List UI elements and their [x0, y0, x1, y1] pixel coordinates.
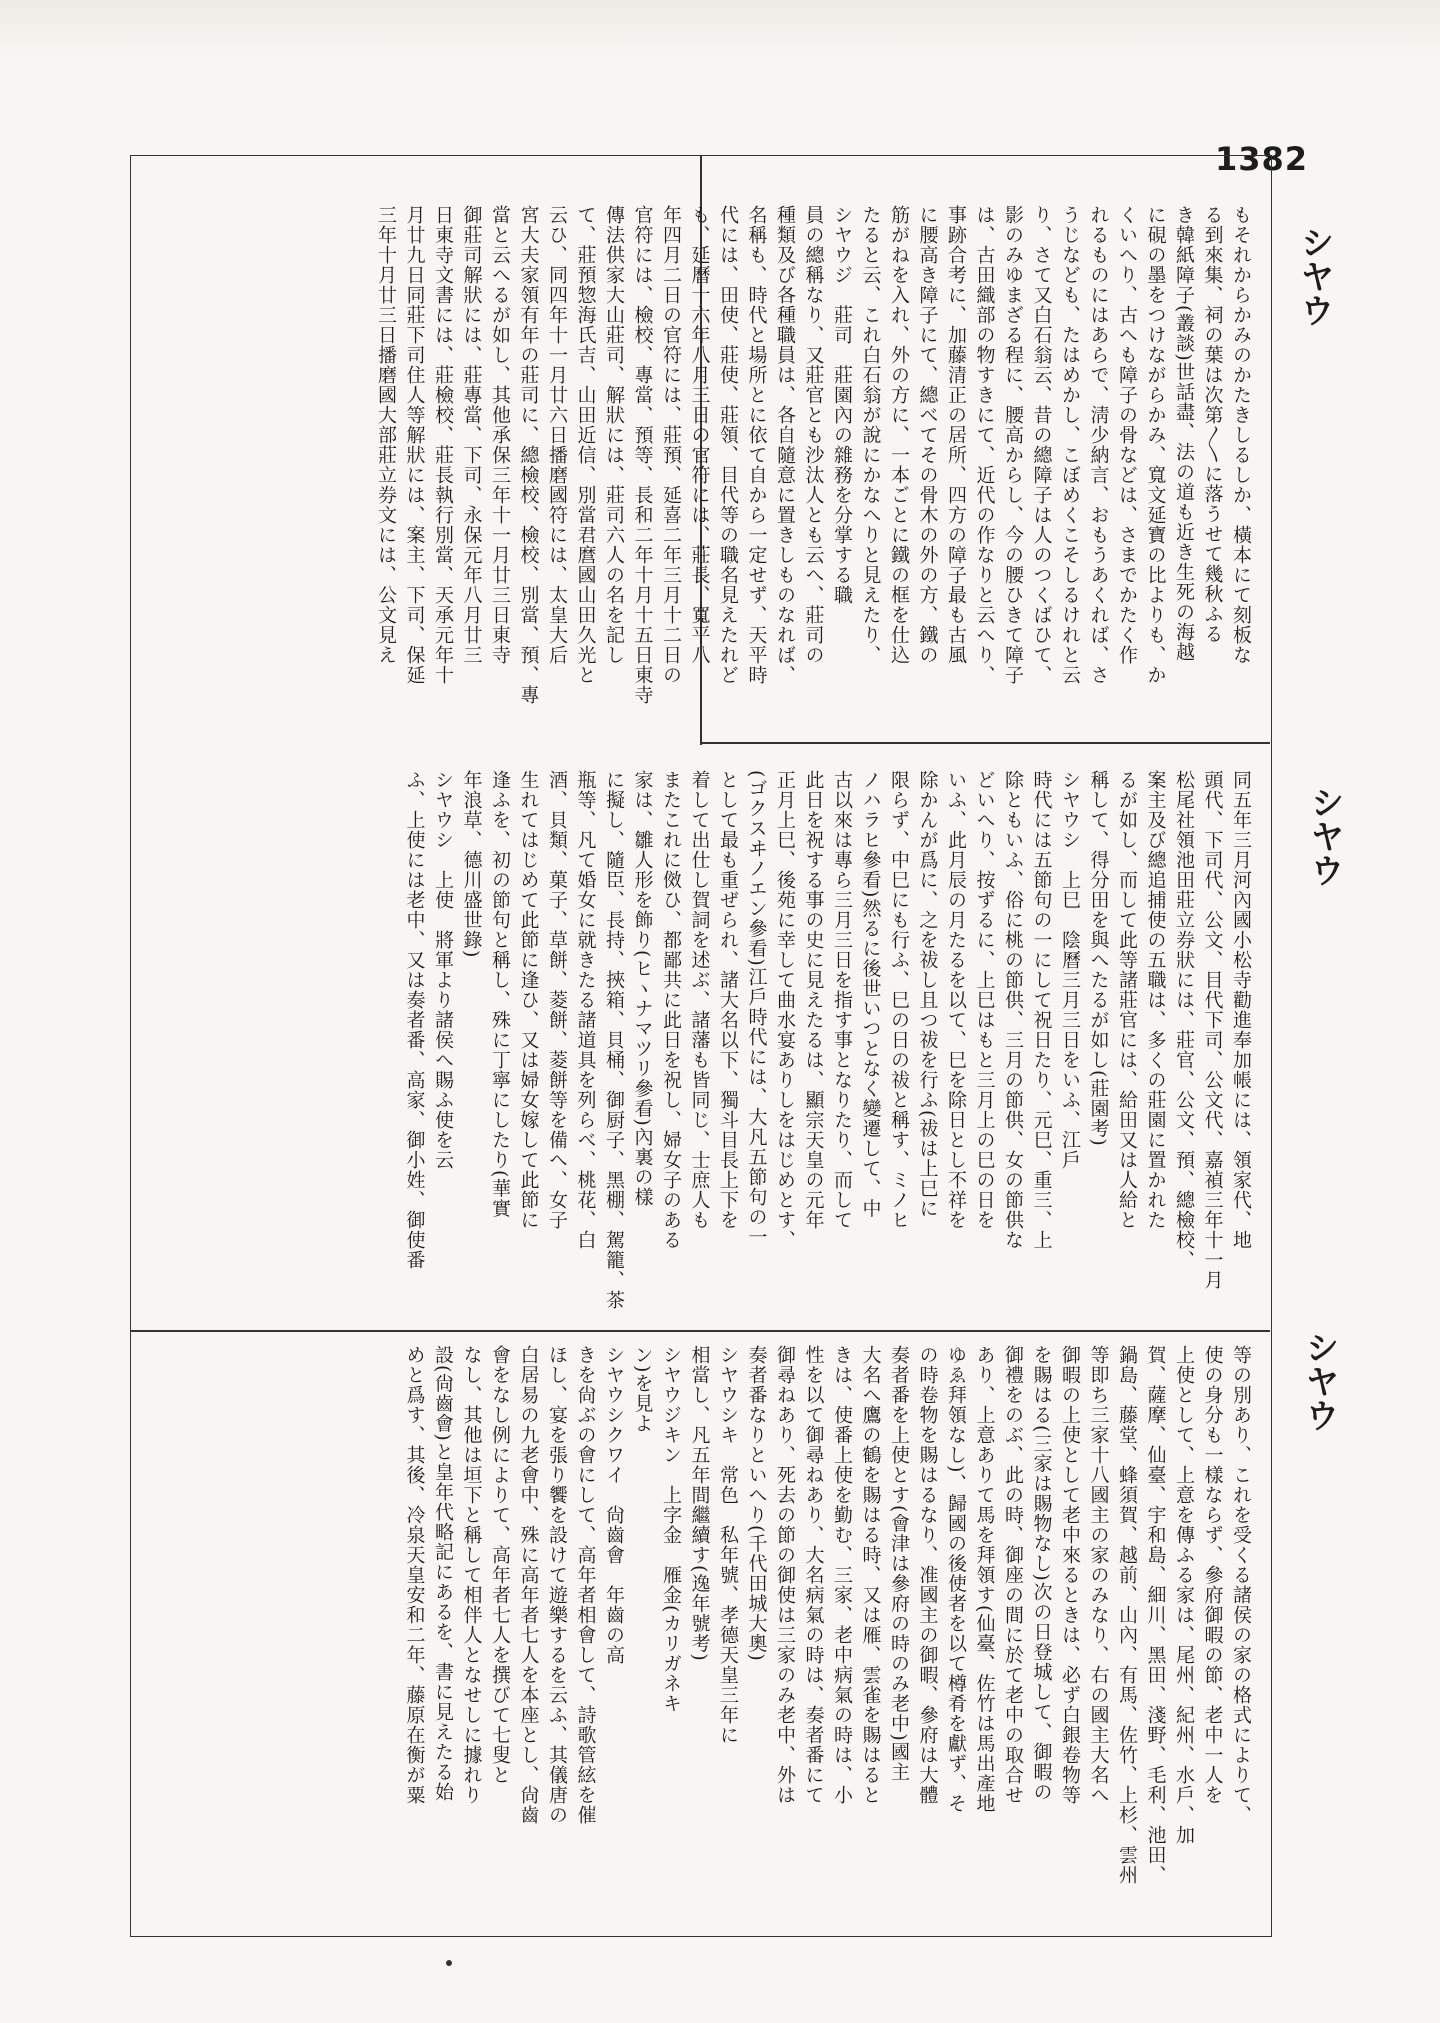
middle-text-line: 時代には五節句の一にして祝日たり、元巳、重三、上 [1030, 770, 1053, 1250]
middle-text-line: 除かんが爲に、之を祓し且つ祓を行ふ(祓は上巳に [916, 770, 939, 1219]
top-text-line: 云ひ、同四年十一月廿六日播磨國符には、太皇大后 [546, 205, 568, 665]
middle-tier-lines [400, 770, 1255, 1320]
middle-text-line: 頭代、下司代、公文、目代下司、公文代、嘉禎三年十一月 [1201, 770, 1224, 1290]
top-text-line: り、さて又白石翁云、昔の總障子は人のつくばひて、 [1030, 205, 1053, 685]
middle-text-line: ノハラヒ參看)然るに後世いつとなく變遷して、中 [859, 770, 882, 1219]
top-text-line: 宮大夫家領有年の莊司に、總檢校、檢校、別當、預、專 [517, 205, 540, 705]
middle-tier-text [140, 770, 1255, 1320]
top-text-line: 官符には、檢校、專當、預等、長和二年十月十五日東寺 [631, 205, 654, 705]
middle-text-line: 案主及び總追捕使の五職は、多くの莊園に置かれた [1144, 770, 1167, 1230]
top-text-line: 員の總稱なり、又莊官とも沙汰人とも云へ、莊司の [802, 205, 825, 665]
bottom-text-line: を賜はる(三家は賜物なし)次の日登城して、御暇の [1030, 1345, 1053, 1802]
top-text-line: 年四月二日の官符には、莊預、延喜二年三月十二日の [660, 205, 682, 685]
middle-text-line: 着して出仕し賀詞を述ぶ、諸藩も皆同じ、士庶人も [688, 770, 711, 1230]
top-text-line: は、古田織部の物すきにて、近代の作なりと云へり、 [973, 205, 996, 685]
top-text-line: き韓紙障子(叢談)世話盡、法の道も近き生死の海越 [1173, 205, 1195, 662]
bottom-text-line: きを尙ぶの會にして、高年者相會して、詩歌管絃を催 [574, 1345, 597, 1825]
bottom-text-line: シヤウシクワイ 尙齒會 年齒の高 [603, 1345, 625, 1665]
top-text-line: て、莊預惣海氏吉、山田近信、別當君麿國山田久光と [574, 205, 597, 685]
top-text-line: 當と云へるが如し、其他承保三年十一月廿三日東寺 [489, 205, 511, 665]
top-text-line: 影のみゆまざる程に、腰高からし、今の腰ひきて障子 [1002, 205, 1024, 685]
bottom-text-line: 等の別あり、これを受くる諸侯の家の格式によりて、 [1230, 1345, 1252, 1825]
middle-text-line: 松尾社領池田莊立券狀には、莊官、公文、預、總檢校、 [1173, 770, 1195, 1270]
top-tier-lines [372, 205, 1256, 730]
top-text-line: 日東寺文書には、莊檢校、莊長執行別當、天承元年十 [432, 205, 454, 685]
bottom-text-line: きは、使番上使を勤む、三家、老中病氣の時は、小 [831, 1345, 853, 1805]
bottom-text-line: 鍋島、藤堂、蜂須賀、越前、山內、有馬、佐竹、上杉、雲州 [1116, 1345, 1138, 1885]
bottom-text-line: あり、上意ありて馬を拜領す(仙臺、佐竹は馬出產地 [973, 1345, 996, 1814]
middle-text-line: 家は、雛人形を飾り(ヒヽナマツリ參看)內裏の樣 [631, 770, 654, 1207]
middle-text-line: ふ、上使には老中、又は奏者番、高家、御小姓、御使番 [403, 770, 426, 1270]
middle-text-line: (ゴクスヰノエン參看)江戶時代には、大凡五節句の一 [745, 770, 768, 1247]
top-text-line: 月廿九日同莊下司住人等解狀には、案主、下司、保延 [403, 205, 426, 685]
middle-text-line: 稱して、得分田を與へたるが如し(莊園考) [1087, 770, 1110, 1147]
middle-text-line: どいへり、按ずるに、上巳はもと三月上の巳の日を [973, 770, 996, 1230]
bottom-text-line: 性を以て御尋ねあり、大名病氣の時は、奏者番にて [802, 1345, 825, 1805]
middle-text-line: 限らず、中巳にも行ふ、巳の日の祓と稱す、ミノヒ [888, 770, 910, 1230]
middle-text-line: に擬し、隨臣、長持、挾箱、貝桶、御厨子、黑棚、駕籠、茶 [603, 770, 625, 1310]
bottom-text-line: 大名へ鷹の鶴を賜はる時、又は雁、雲雀を賜はると [859, 1345, 882, 1805]
bottom-text-line: 上使として、上意を傳ふる家は、尾州、紀州、水戶、加 [1173, 1345, 1195, 1845]
bottom-text-line: なし、其他は垣下と稱して相伴人となせしに據れり [460, 1345, 483, 1805]
bottom-text-line: ゆゑ拜領なし)、歸國の後使者を以て樽肴を獻ず、そ [945, 1345, 967, 1814]
top-text-line: 代には、田使、莊使、莊領、目代等の職名見えたれど [717, 205, 739, 685]
middle-text-line: シヤウシ 上使 將軍より諸侯へ賜ふ使を云 [432, 770, 454, 1170]
tier-separator-upper [700, 742, 1270, 744]
top-text-line: 三年十月廿三日播磨國大部莊立券文には、公文見え [375, 205, 397, 665]
top-text-line: もそれからかみのかたきしるしか、橫本にて刻板な [1230, 205, 1252, 665]
top-tier-text [140, 205, 1255, 730]
bottom-text-line: シヤウシキ 常色 私年號、孝德天皇三年に [717, 1345, 739, 1745]
top-text-line: 種類及び各種職員は、各自隨意に置きしものなれば、 [774, 205, 796, 685]
bottom-text-line: 奏者番なりといへり(千代田城大奧) [745, 1345, 768, 1662]
bottom-text-line: 會をなし例によりて、高年者七人を撰びて七叟と [489, 1345, 511, 1785]
middle-text-line: として最も重ぜられ、諸大名以下、獨斗目長上下を [717, 770, 739, 1230]
bottom-text-line: 設(尙齒會)と皇年代略記にあるを、書に見えたる始 [432, 1345, 454, 1802]
bottom-text-line: シヤウジキン 上字金 雁金(カリガネキ [660, 1345, 682, 1714]
running-head-bottom: シヤウ [1299, 1330, 1339, 1432]
top-text-line: 事跡合考に、加藤清正の居所、四方の障子最も古風 [945, 205, 967, 665]
bottom-text-line: の時卷物を賜はるなり、准國主の御暇、參府は大體 [916, 1345, 939, 1805]
middle-text-line: いふ、此月辰の月たるを以て、巳を除日とし不祥を [945, 770, 967, 1230]
middle-text-line: 正月上巳、後苑に幸して曲水宴ありしをはじめとす、 [774, 770, 796, 1250]
middle-text-line: 逢ふを、初の節句と稱し、殊に丁寧にしたり(華實 [489, 770, 511, 1219]
bottom-text-line: ほし、宴を張り饗を設けて遊樂するを云ふ、其儀唐の [546, 1345, 568, 1825]
middle-text-line: 古以來は專ら三月三日を指す事となりたり、而して [831, 770, 853, 1230]
top-text-line: シヤウジ 莊司 莊園內の雜務を分掌する職 [831, 205, 853, 605]
bottom-tier-text [140, 1345, 1255, 1925]
bottom-text-line: めと爲す、其後、冷泉天皇安和二年、藤原在衡が粟 [403, 1345, 426, 1805]
top-text-line: 御莊司解狀には、莊專當、下司、永保元年八月廿三 [460, 205, 483, 665]
top-text-line: に腰高き障子にて、總べてその骨木の外の方、鐵の [916, 205, 939, 665]
middle-text-line: 除ともいふ、俗に桃の節供、三月の節供、女の節供な [1002, 770, 1024, 1250]
top-text-line: れるものにはあらで、淸少納言、おもうあくれば、さ [1087, 205, 1110, 685]
top-text-line: くいへり、古へも障子の骨などは、さまでかたく作 [1116, 205, 1138, 665]
top-text-line: 傳法供家大山莊司、解狀には、莊司六人の名を記し [603, 205, 625, 665]
middle-text-line: 生れてはじめて此節に逢ひ、又は婦女嫁して此節に [517, 770, 540, 1230]
top-text-line: たると云、これ白石翁が說にかなへりと見えたり、 [859, 205, 882, 665]
middle-text-line: 年浪草、德川盛世錄) [460, 770, 483, 959]
tier-separator-lower [130, 1330, 1270, 1332]
middle-text-line: 酒、貝類、菓子、草餅、菱餅、菱餅等を備へ、女子 [546, 770, 568, 1230]
bottom-text-line: ン)を見よ [631, 1345, 654, 1434]
middle-text-line: 此日を祝する事の史に見えたるは、顯宗天皇の元年 [802, 770, 825, 1230]
middle-text-line: シヤウシ 上巳 陰曆三月三日をいふ、江戶 [1059, 770, 1081, 1170]
bottom-text-line: 御禮をのぶ、此の時、御座の間に於て老中の取合せ [1002, 1345, 1024, 1805]
bottom-text-line: 賀、薩摩、仙臺、宇和島、細川、黑田、淺野、毛利、池田、 [1144, 1345, 1167, 1885]
middle-text-line: るが如し、而して此等諸莊官には、給田又は人給と [1116, 770, 1138, 1230]
bottom-text-line: 御尋ねあり、死去の節の御使は三家のみ老中、外は [774, 1345, 796, 1805]
bottom-text-line: 等即ち三家十八國主の家のみなり、右の國主大名へ [1087, 1345, 1110, 1805]
middle-text-line: またこれに傚ひ、都鄙共に此日を祝し、婦女子のある [660, 770, 682, 1250]
top-text-line: うじなども、たはめかし、こぼめくこそしるけれと云 [1059, 205, 1081, 685]
bottom-text-line: 白居易の九老會中、殊に高年者七人を本座とし、尙齒 [517, 1345, 540, 1825]
running-head-top: シヤウ [1294, 225, 1334, 327]
bottom-text-line: 御暇の上使として老中來るときは、必ず白銀卷物等 [1059, 1345, 1081, 1805]
bottom-text-line: 使の身分も一樣ならず、參府御暇の節、老中一人を [1201, 1345, 1224, 1805]
middle-text-line: 同五年三月河內國小松寺勸進奉加帳には、領家代、地 [1230, 770, 1252, 1250]
bottom-text-line: 相當し、凡五年間繼續す(逸年號考) [688, 1345, 711, 1662]
top-text-line: に硯の墨をつけながらかみ、寬文延寶の比よりも、か [1144, 205, 1167, 685]
scan-top-shadow [0, 0, 1440, 60]
top-text-line: も、延曆十六年八月三日の官符には、莊長、寬平八 [688, 205, 711, 665]
top-text-line: 名稱も、時代と場所とに依て自から一定せず、天平時 [745, 205, 768, 685]
page-dot-mark [446, 1960, 452, 1966]
page-number: 1382 [1215, 140, 1309, 178]
bottom-text-line: 奏者番を上使とす(會津は參府の時のみ老中)國主 [888, 1345, 910, 1782]
top-text-line: る到來集、祠の葉は次第〳〵に落うせて幾秋ふる [1201, 205, 1224, 644]
middle-text-line: 瓶等、凡て婚女に就きたる諸道具を列らべ、桃花、白 [574, 770, 597, 1250]
top-text-line: 筋がねを入れ、外の方に、一本ごとに鐵の框を仕込 [888, 205, 910, 665]
running-head-middle: シヤウ [1304, 785, 1344, 887]
bottom-tier-lines [400, 1345, 1255, 1925]
